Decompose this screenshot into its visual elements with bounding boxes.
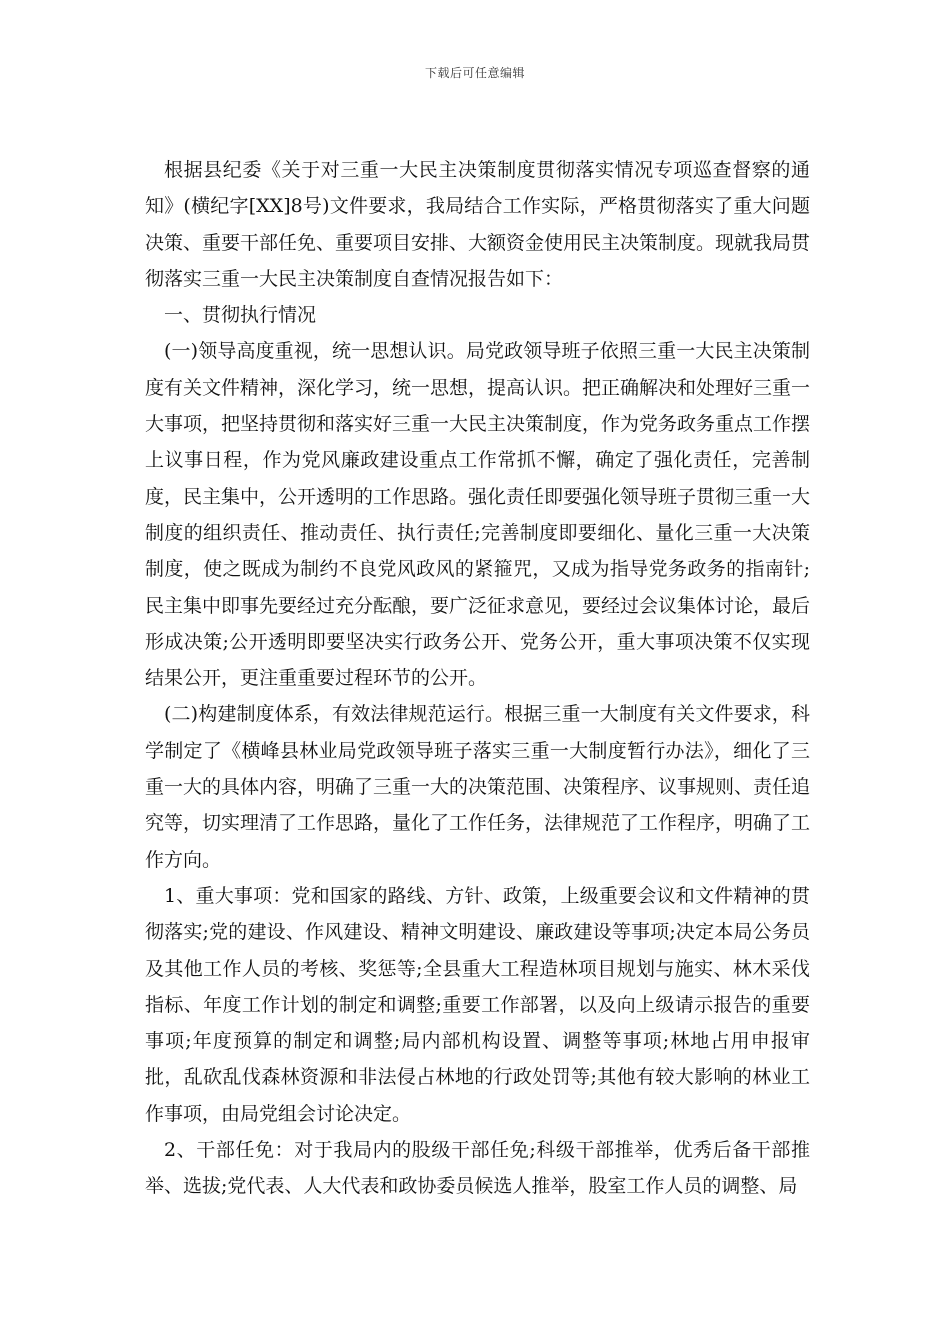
paragraph-system-building: (二)构建制度体系，有效法律规范运行。根据三重一大制度有关文件要求，科学制定了《横峰县林业局党政领导班子落实三重一大制度暂行办法》，细化了三重一大的具体内容，明确了三重一大的决策范围、决策程序、议事规则、责任追究等，切实理清了工作思路，量化了工作任务，法律规范了工作程序，明确了工作方向。 (145, 703, 811, 871)
paragraph-leadership: (一)领导高度重视，统一思想认识。局党政领导班子依照三重一大民主决策制度有关文件精神，深化学习，统一思想，提高认识。把正确解决和处理好三重一大事项，把坚持贯彻和落实好三重一大民主决策制度，作为党务政务重点工作摆上议事日程，作为党风廉政建设重点工作常抓不懈，确定了强化责任，完善制度，民主集中，公开透明的工作思路。强化责任即要强化领导班子贯彻三重一大制度的组织责任、推动责任、执行责任;完善制度即要细化、量化三重一大决策制度，使之既成为制约不良党风政风的紧箍咒，又成为指导党务政务的指南针;民主集中即事先要经过充分酝酿，要广泛征求意见，要经过会议集体讨论，最后形成决策;公开透明即要坚决实行政务公开、党务公开，重大事项决策不仅实现结果公开，更注重重要过程环节的公开。 (145, 340, 811, 690)
page-header: 下载后可任意编辑 (424, 66, 525, 80)
paragraph-intro: 根据县纪委《关于对三重一大民主决策制度贯彻落实情况专项巡查督察的通知》(横纪字[XX]8号)文件要求，我局结合工作实际，严格贯彻落实了重大问题决策、重要干部任免、重要项目安排、大额资金使用民主决策制度。现就我局贯彻落实三重一大民主决策制度自查情况报告如下： (145, 159, 811, 290)
paragraph-major-matters: 1、重大事项：党和国家的路线、方针、政策，上级重要会议和文件精神的贯彻落实;党的建设、作风建设、精神文明建设、廉政建设等事项;决定本局公务员及其他工作人员的考核、奖惩等;全县重大工程造林项目规划与施实、林木采伐指标、年度工作计划的制定和调整;重要工作部署，以及向上级请示报告的重要事项;年度预算的制定和调整;局内部机构设置、调整等事项;林地占用申报审批，乱砍乱伐森林资源和非法侵占林地的行政处罚等;其他有较大影响的林业工作事项，由局党组会讨论决定。 (145, 884, 810, 1125)
section-heading-implementation: 一、贯彻执行情况 (164, 304, 317, 327)
document-body (145, 152, 810, 1205)
paragraph-cadre-appointment: 2、干部任免：对于我局内的股级干部任免;科级干部推举，优秀后备干部推举、选拔;党代表、人大代表和政协委员候选人推举，股室工作人员的调整、局 (145, 1139, 810, 1198)
